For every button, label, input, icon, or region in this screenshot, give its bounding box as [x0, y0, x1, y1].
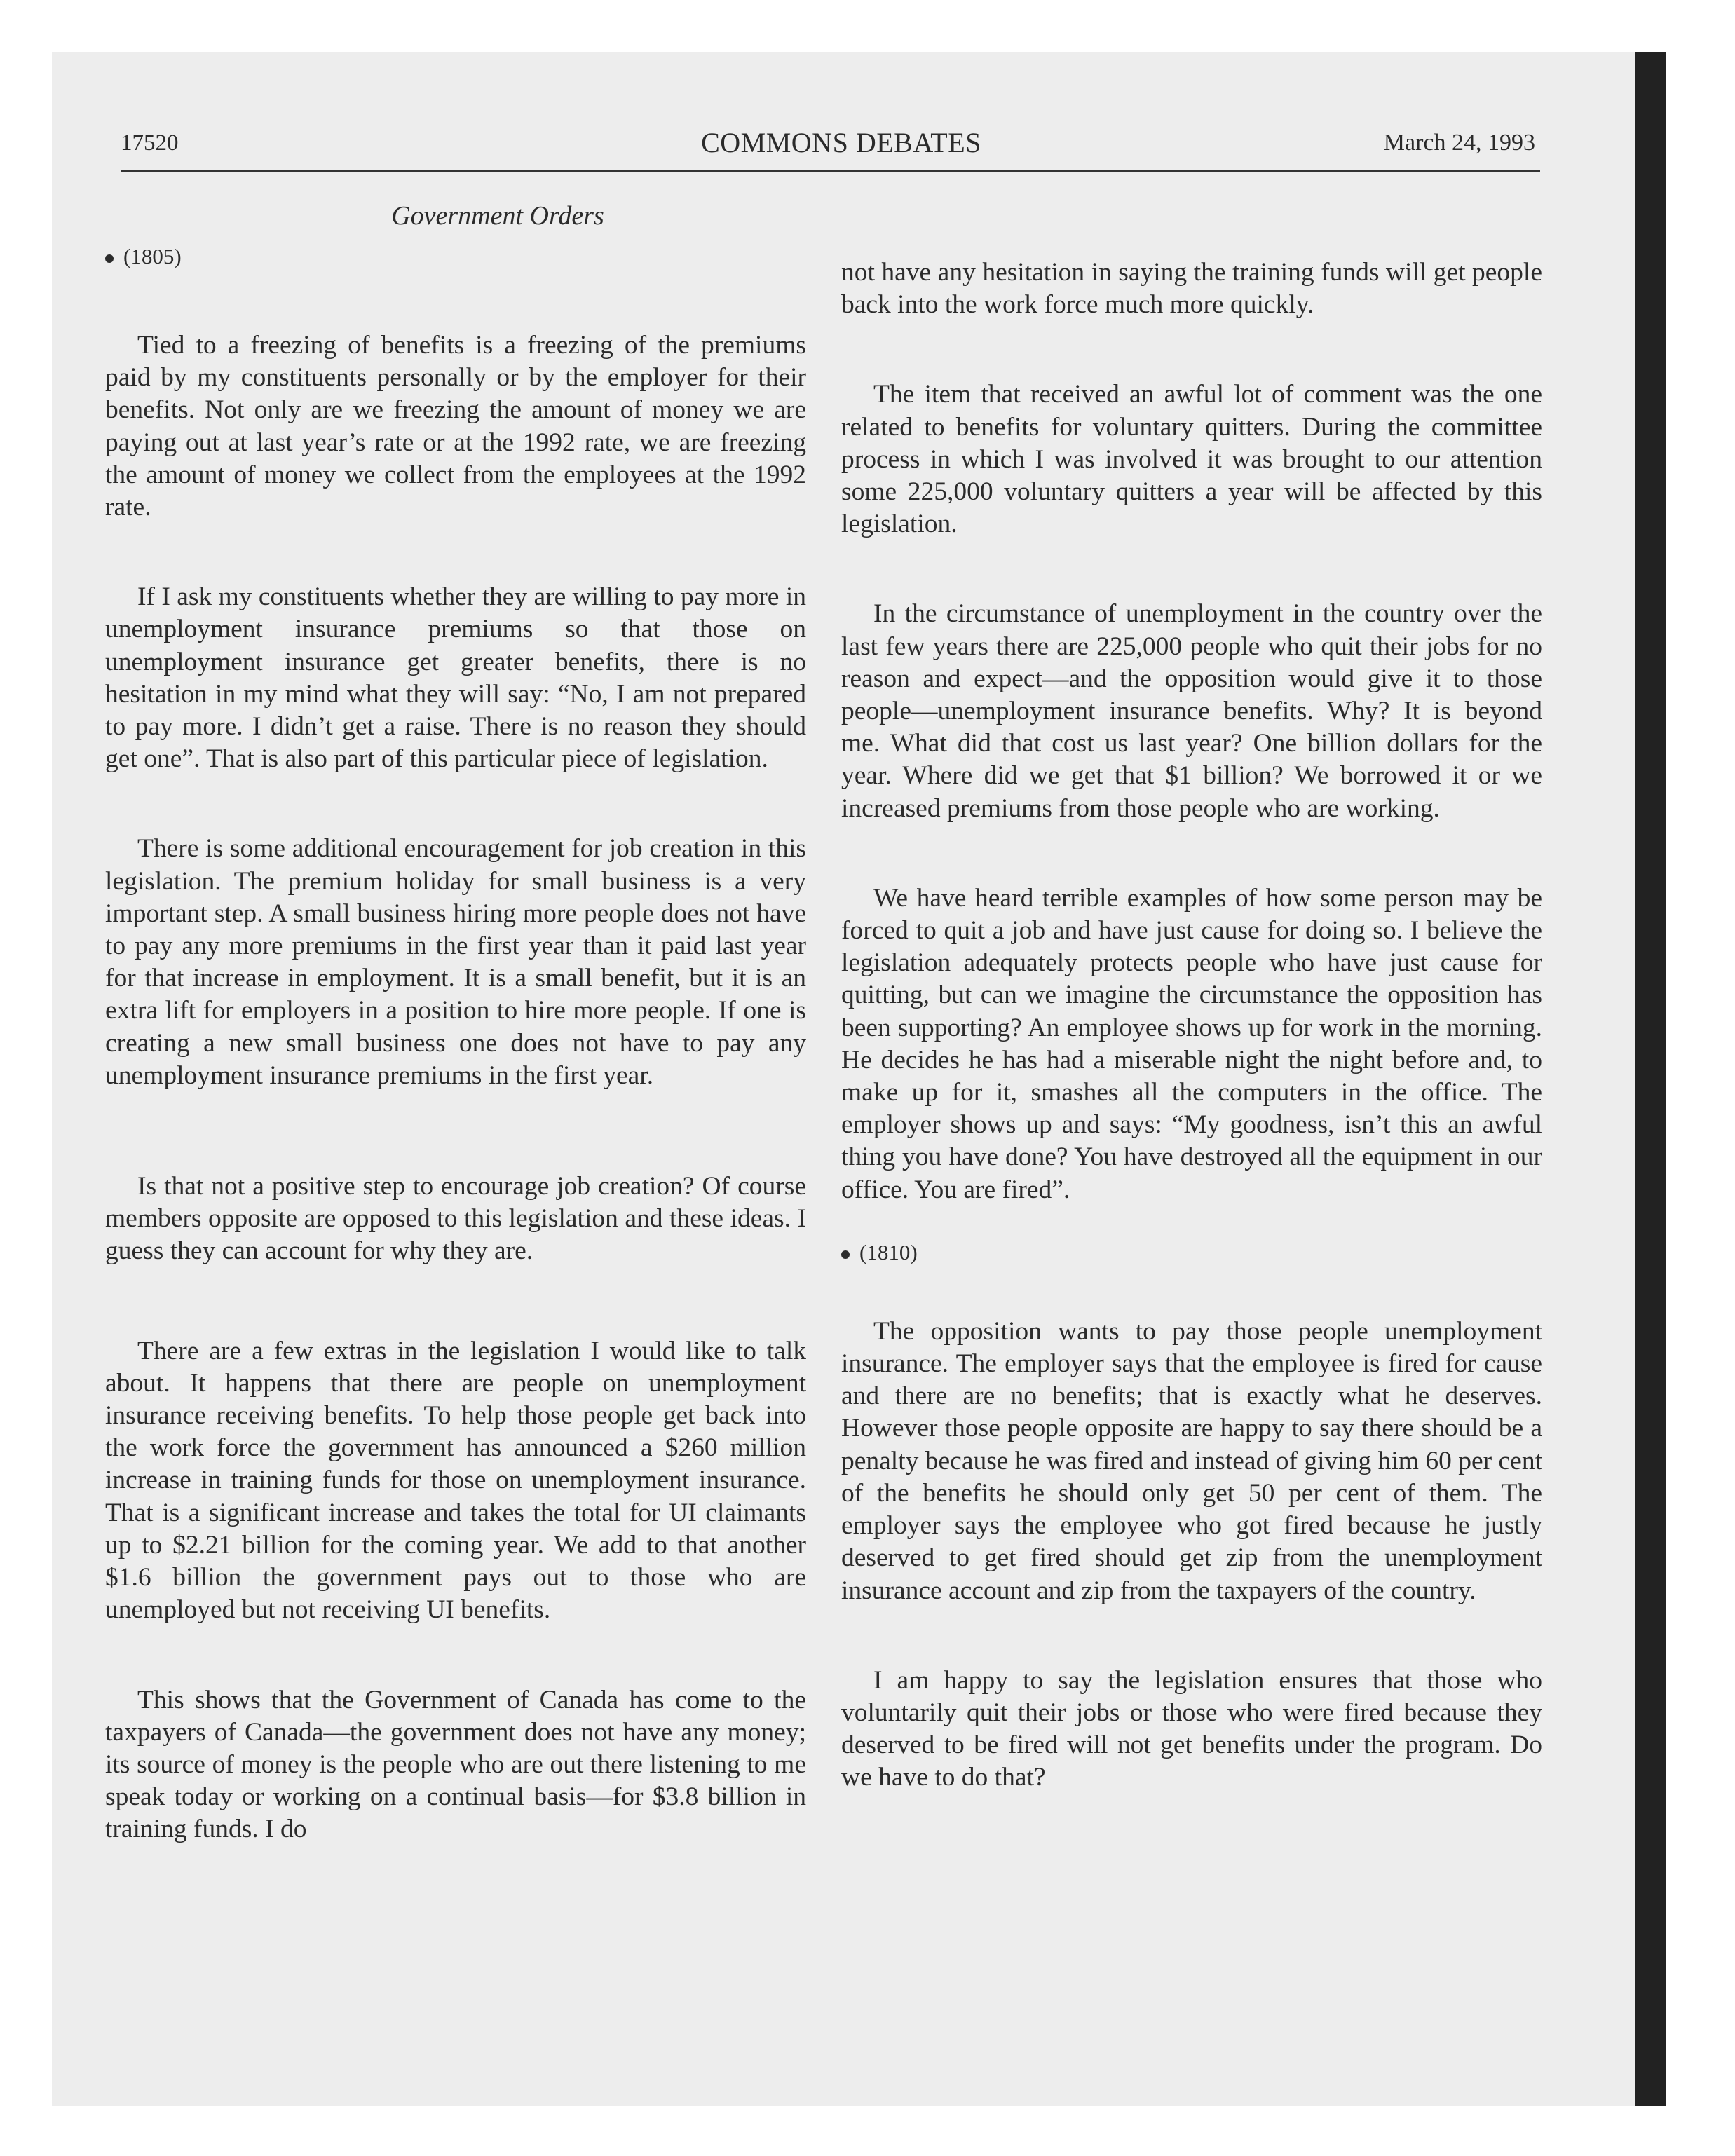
scan-edge-shadow — [1635, 52, 1666, 2106]
paragraph: Tied to a freezing of benefits is a freezing of the premiums paid by my constituents personally or by the employer for their benefits. Not only are we freezing the amount of money we are paying out at last year’s rate or at the 1992 rate, we are freezing the amount of money we collect from the employees at the 1992 rate. — [105, 331, 806, 522]
paragraph-continuation: not have any hesitation in saying the training funds will get people back into the work force much more quickly. — [841, 258, 1542, 320]
left-column — [105, 243, 806, 1846]
paragraph: There are a few extras in the legislation I would like to talk about. It happens that there are people on unemployment insurance receiving benefits. To help those people get back into the work force the government has announced a $260 million increase in training funds for those on unemployment insurance. That is a significant increase and takes the total for UI claimants up to $2.21 billion for the coming year. We add to that another $1.6 billion the government pays out to those who are unemployed but not receiving UI benefits. — [105, 1336, 806, 1625]
running-header-title: COMMONS DEBATES — [701, 127, 981, 158]
paragraph: In the circumstance of unemployment in the country over the last few years there are 225,000 people who quit their jobs for no reason and expect—and the opposition would give it to those people—unemployment insurance benefits. Why? It is beyond me. What did that cost us last year? One billion dollars for the year. Where did we get that $1 billion? We borrowed it or we increased premiums from those people who are working. — [841, 599, 1542, 823]
paragraph: Is that not a positive step to encourage job creation? Of course members opposite are opposed to this legislation and these ideas. I guess they can account for why they are. — [105, 1172, 806, 1266]
time-marker-text: (1810) — [859, 1239, 918, 1264]
paragraph: The opposition wants to pay those people unemployment insurance. The employer says that the employee is fired for cause and there are no benefits; that is exactly what he deserves. However those people opposite are happy to say there should be a penalty because he was fired and instead of giving him 60 per cent of the benefits he should only get 50 per cent of them. The employer says the employee who got fired because he justly deserved to get fired should get zip from the unemployment insurance account and zip from the taxpayers of the country. — [841, 1316, 1542, 1605]
paragraph: There is some additional encouragement for job creation in this legislation. The premium holiday for small business is a very important step. A small business hiring more people does not have to pay any more premiums in the first year than it paid last year for that increase in employment. It is a small benefit, but it is an extra lift for employers in a position to hire more people. If one is creating a new small business one does not have to pay any unemployment insurance premiums in the first year. — [105, 834, 806, 1090]
header-rule — [121, 170, 1540, 172]
page-number: 17520 — [121, 130, 179, 156]
time-marker-text: (1805) — [123, 244, 182, 268]
right-column — [841, 257, 1542, 1794]
paragraph: If I ask my constituents whether they are willing to pay more in unemployment insurance premiums so that those on unemployment insurance get greater benefits, there is no hesitation in my mind what they will say: “No, I am not prepared to pay more. I didn’t get a raise. There is no reason they should get one”. That is also part of this particular piece of legislation. — [105, 582, 806, 774]
paragraph: This shows that the Government of Canada has come to the taxpayers of Canada—the government does not have any money; its source of money is the people who are out there listening to me speak today or working on a continual basis—for $3.8 billion in training funds. I do — [105, 1685, 806, 1844]
paragraph: We have heard terrible examples of how some person may be forced to quit a job and have just cause for doing so. I believe the legislation adequately protects people who have just cause for quitting, but can we imagine the circumstance the opposition has been supporting? An employee shows up for work in the morning. He decides he has had a miserable night the night before and, to make up for it, smashes all the computers in the office. The employer shows up and says: “My goodness, isn’t this an awful thing you have done? You have destroyed all the equipment in our office. You are fired”. — [841, 883, 1542, 1204]
section-title: Government Orders — [391, 201, 604, 231]
header-date: March 24, 1993 — [1383, 130, 1535, 156]
paragraph: The item that received an awful lot of comment was the one related to benefits for voluntary quitters. During the committee process in which I was involved it was brought to our attention some 225,000 voluntary quitters a year will be affected by this legislation. — [841, 380, 1542, 539]
paragraph: I am happy to say the legislation ensures that those who voluntarily quit their jobs or those who were fired because they deserved to be fired will not get benefits under the program. Do we have to do that? — [841, 1665, 1542, 1792]
time-marker-1810 — [841, 1239, 1542, 1267]
bullet-icon — [105, 254, 114, 263]
time-marker-1805 — [105, 243, 806, 271]
bullet-icon — [841, 1250, 850, 1259]
